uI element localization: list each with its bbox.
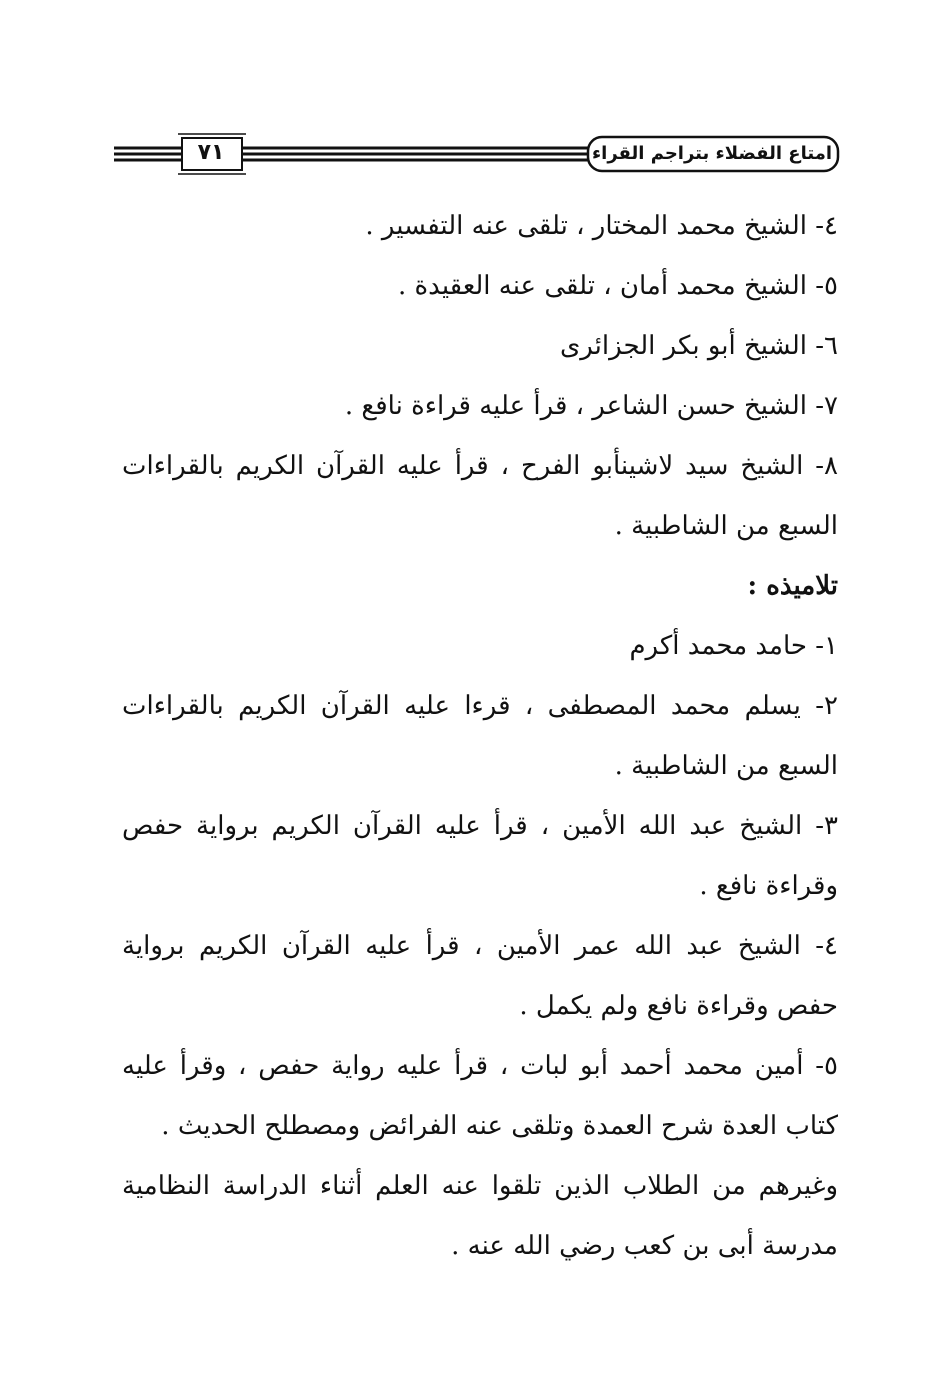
page-body (122, 196, 838, 1276)
text-line: ٥- الشيخ محمد أمان ، تلقى عنه العقيدة . (398, 271, 838, 301)
text-line: حفص وقراءة نافع ولم يكمل . (519, 991, 838, 1021)
text-line: كتاب العدة شرح العمدة وتلقى عنه الفرائض ومصطلح الحديث . (161, 1111, 838, 1141)
text-line: ٣- الشيخ عبد الله الأمين ، قرأ عليه القرآن الكريم برواية حفص (122, 811, 838, 841)
text-line: ٨- الشيخ سيد لاشينأبو الفرح ، قرأ عليه القرآن الكريم بالقراءات (122, 451, 838, 481)
section-heading: تلاميذه : (747, 571, 838, 601)
text-line: مدرسة أبى بن كعب رضي الله عنه . (451, 1231, 838, 1261)
book-title: امتاع الفضلاء بتراجم القراء (591, 143, 833, 164)
text-line: ٦- الشيخ أبو بكر الجزائرى (559, 331, 838, 361)
page-header (112, 128, 844, 180)
text-line: ٥- أمين محمد أحمد أبو لبات ، قرأ عليه رواية حفص ، وقرأ عليه (122, 1051, 838, 1081)
text-line: ٤- الشيخ عبد الله عمر الأمين ، قرأ عليه القرآن الكريم برواية (122, 931, 838, 961)
text-line: وغيرهم من الطلاب الذين تلقوا عنه العلم أثناء الدراسة النظامية (122, 1171, 838, 1201)
text-line: السبع من الشاطبية . (614, 751, 838, 781)
text-line: ٢- يسلم محمد المصطفى ، قرءا عليه القرآن الكريم بالقراءات (122, 691, 838, 721)
text-line: ٧- الشيخ حسن الشاعر ، قرأ عليه قراءة نافع . (344, 391, 838, 421)
text-line: وقراءة نافع . (699, 871, 838, 901)
text-line: السبع من الشاطبية . (614, 511, 838, 541)
text-line: ١- حامد محمد أكرم (629, 631, 838, 661)
page-number: ٧١ (197, 140, 225, 165)
text-line: ٤- الشيخ محمد المختار ، تلقى عنه التفسير . (365, 211, 838, 241)
